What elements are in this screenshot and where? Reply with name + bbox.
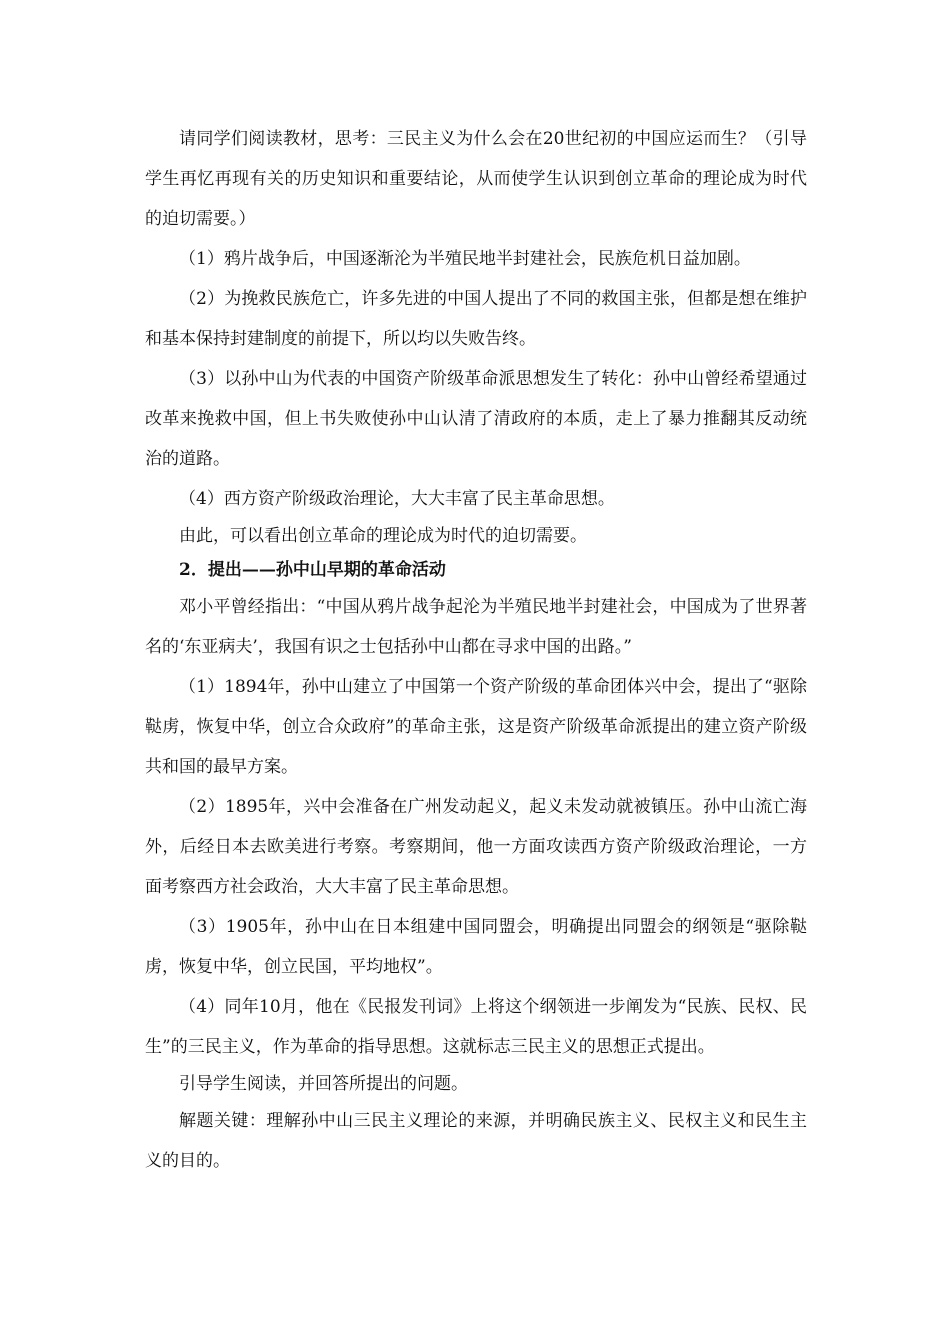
paragraph-guidance: 引导学生阅读，并回答所提出的问题。	[179, 1074, 468, 1094]
paragraph-1895: （2）1895年，兴中会准备在广州发动起义，起义未发动就被镇压。孙中山流亡海外，后经日本去欧美进行考察。考察期间，他一方面攻读西方资产阶级政治理论，一方面考察西方社会政治，大大丰富了民主革命思想。	[145, 797, 807, 897]
paragraph-1905: （3）1905年，孙中山在日本组建中国同盟会，明确提出同盟会的纲领是“驱除鞑虏，恢复中华，创立民国，平均地权”。	[145, 917, 807, 977]
paragraph-intro-question: 请同学们阅读教材，思考：三民主义为什么会在20世纪初的中国应运而生？（引导学生再忆再现有关的历史知识和重要结论，从而使学生认识到创立革命的理论成为时代的迫切需要。）	[145, 129, 807, 229]
paragraph-point-2: （2）为挽救民族危亡，许多先进的中国人提出了不同的救国主张，但都是想在维护和基本保持封建制度的前提下，所以均以失败告终。	[145, 289, 807, 349]
paragraph-deng-quote: 邓小平曾经指出：“中国从鸦片战争起沦为半殖民地半封建社会，中国成为了世界著名的‘东亚病夫’，我国有识之士包括孙中山都在寻求中国的出路。”	[145, 597, 807, 657]
section-heading: 2．提出——孙中山早期的革命活动	[179, 560, 446, 580]
paragraph-point-3: （3）以孙中山为代表的中国资产阶级革命派思想发生了转化：孙中山曾经希望通过改革来挽救中国，但上书失败使孙中山认清了清政府的本质，走上了暴力推翻其反动统治的道路。	[145, 369, 807, 469]
paragraph-october: （4）同年10月，他在《民报发刊词》上将这个纲领进一步阐发为“民族、民权、民生”的三民主义，作为革命的指导思想。这就标志三民主义的思想正式提出。	[145, 997, 807, 1057]
paragraph-point-1: （1）鸦片战争后，中国逐渐沦为半殖民地半封建社会，民族危机日益加剧。	[179, 249, 751, 269]
paragraph-point-4: （4）西方资产阶级政治理论，大大丰富了民主革命思想。	[179, 489, 615, 509]
document-body	[145, 119, 807, 1181]
paragraph-conclusion: 由此，可以看出创立革命的理论成为时代的迫切需要。	[179, 526, 587, 546]
paragraph-key-point: 解题关键：理解孙中山三民主义理论的来源，并明确民族主义、民权主义和民生主义的目的。	[145, 1111, 807, 1171]
paragraph-1894: （1）1894年，孙中山建立了中国第一个资产阶级的革命团体兴中会，提出了“驱除鞑虏，恢复中华，创立合众政府”的革命主张，这是资产阶级革命派提出的建立资产阶级共和国的最早方案。	[145, 677, 807, 777]
